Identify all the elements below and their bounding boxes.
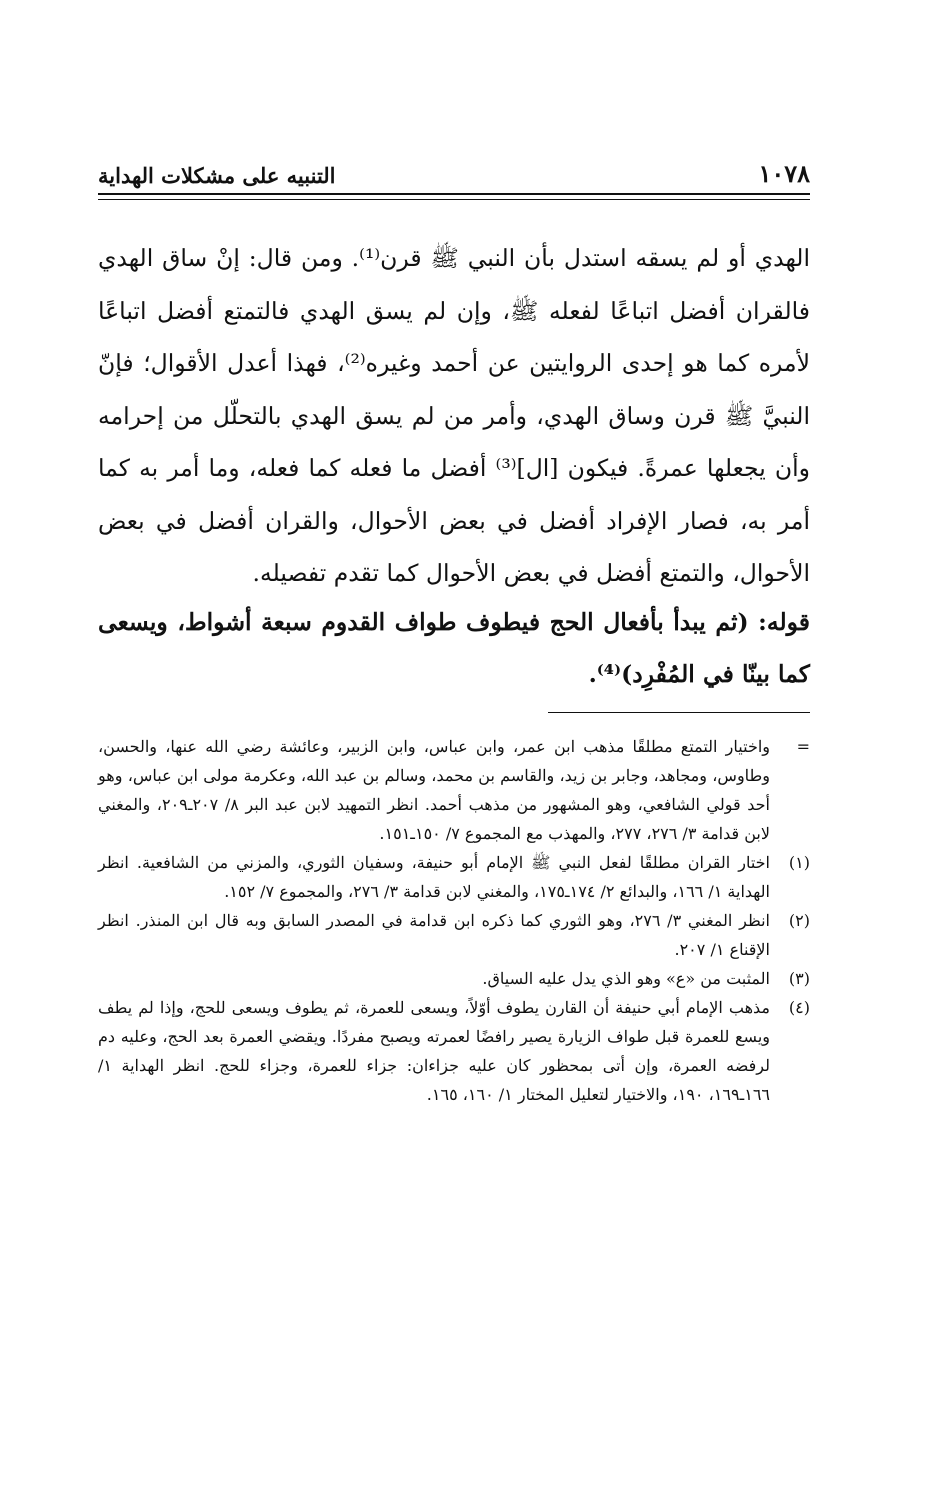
footnote-mark: (٣) <box>788 969 810 988</box>
running-title: التنبيه على مشكلات الهداية <box>98 163 336 188</box>
footnote-text: مذهب الإمام أبي حنيفة أن القارن يطوف أوّلاً، ويسعى للعمرة، ثم يطوف ويسعى للحج، وإذا لم يطف ويسع للعمرة قبل طواف الزيارة يصير رافضًا لعمرته ويصبح مفردًا. ويقضي العمرة بعد الحج، وعليه دم لرفضه العمرة، وإن أتى بمحظور كان عليه جزاءان: جزاء للعمرة، وجزاء للحج. انظر الهداية ١/ ١٦٦ـ١٦٩، ١٩٠، والاختيار لتعليل المختار ١/ ١٦٠، ١٦٥. <box>98 998 771 1104</box>
footnote-mark: = <box>796 737 810 756</box>
footnote-mark: (٤) <box>788 998 810 1017</box>
header-rule-thick <box>98 193 810 195</box>
footnotes <box>98 732 810 1109</box>
footnote-text: انظر المغني ٣/ ٢٧٦، وهو الثوري كما ذكره ابن قدامة في المصدر السابق وبه قال ابن المنذر. انظر الإقناع ١/ ٢٠٧. <box>98 911 770 959</box>
footnote-mark: (٢) <box>788 911 810 930</box>
footnote-text: اختار القران مطلقًا لفعل النبي ﷺ الإمام أبو حنيفة، وسفيان الثوري، والمزني من الشافعية. انظر الهداية ١/ ١٦٦، والبدائع ٢/ ١٧٤ـ١٧٥، والمغني لابن قدامة ٣/ ٢٧٦، والمجموع ٧/ ١٥٢. <box>98 853 770 901</box>
header-rule-thin <box>98 199 810 200</box>
footnote-mark: (١) <box>788 853 810 872</box>
qawl-block <box>98 596 810 700</box>
footnote-4 <box>98 993 810 1109</box>
footnote-continued <box>98 732 810 848</box>
main-text-block <box>98 232 810 600</box>
footnote-2 <box>98 906 810 964</box>
main-paragraph: الهدي أو لم يسقه استدل بأن النبي ﷺ قرن⁽¹⁾. ومن قال: إنْ ساق الهدي فالقران أفضل اتباعًا لفعله ﷺ، وإن لم يسق الهدي فالتمتع أفضل اتباعًا لأمره كما هو إحدى الروايتين عن أحمد وغيره⁽²⁾، فهذا أعدل الأقوال؛ فإنّ النبيَّ ﷺ قرن وساق الهدي، وأمر من لم يسق الهدي بالتحلّل من إحرامه وأن يجعلها عمرةً. فيكون [ال]⁽³⁾ أفضل ما فعله كما فعله، وما أمر به كما أمر به، فصار الإفراد أفضل في بعض الأحوال، والقران أفضل في بعض الأحوال، والتمتع أفضل في بعض الأحوال كما تقدم تفصيله. <box>98 244 811 587</box>
footnote-text: واختيار التمتع مطلقًا مذهب ابن عمر، وابن عباس، وابن الزبير، وعائشة رضي الله عنها، والحسن، وطاوس، ومجاهد، وجابر بن زيد، والقاسم بن محمد، وسالم بن عبد الله، وعكرمة مولى ابن عباس، وهو أحد قولي الشافعي، وهو المشهور من مذهب أحمد. انظر التمهيد لابن عبد البر ٨/ ٢٠٧ـ٢٠٩، والمغني لابن قدامة ٣/ ٢٧٦، ٢٧٧، والمهذب مع المجموع ٧/ ١٥٠ـ١٥١. <box>98 737 770 843</box>
page-number: ١٠٧٨ <box>758 159 810 188</box>
footnote-3 <box>98 964 810 993</box>
page-header <box>98 148 810 188</box>
footnote-text: المثبت من «ع» وهو الذي يدل عليه السياق. <box>482 969 770 988</box>
footnote-separator <box>548 712 810 713</box>
footnote-1 <box>98 848 810 906</box>
qawl-text: قوله: (ثم يبدأ بأفعال الحج فيطوف طواف القدوم سبعة أشواط، ويسعى كما بينّا في المُفْرِد)⁽⁴⁾. <box>98 608 810 688</box>
